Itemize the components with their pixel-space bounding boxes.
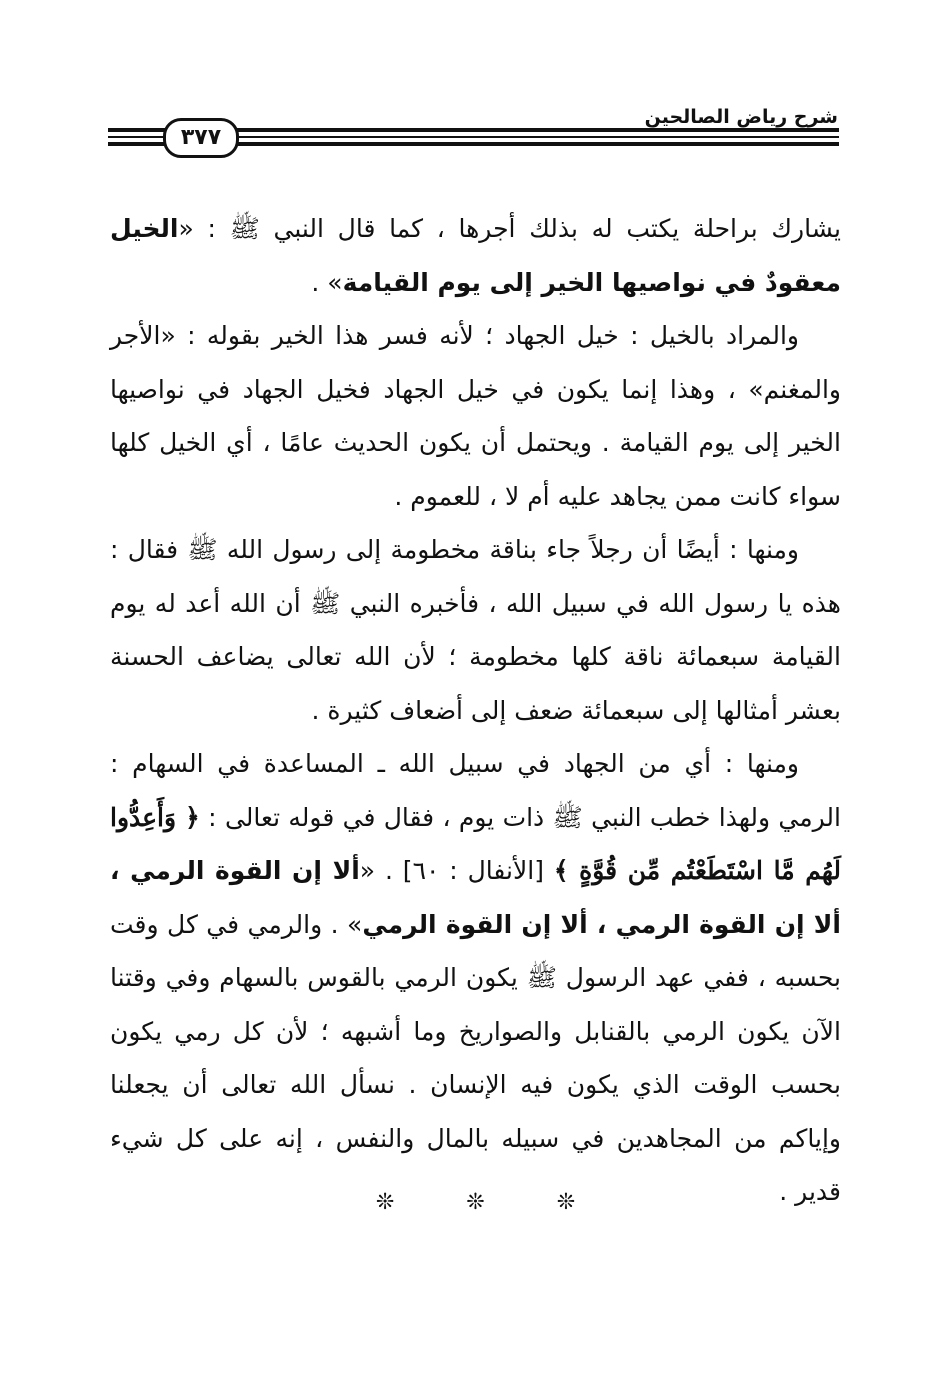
paragraph-text: والمراد بالخيل : خيل الجهاد ؛ لأنه فسر هذا الخير بقوله : «الأجر والمغنم» ، وهذا إنما يكون في خيل الجهاد فخيل الجهاد في نواصيها الخير إلى يوم القيامة . ويحتمل أن يكون الحديث عامًا ، أي الخيل كلها سواء كانت ممن يجاهد عليه أم لا ، للعموم . (110, 321, 841, 511)
separator-star-icon: ❊ (556, 1190, 576, 1215)
paragraph-text: يشارك براحلة يكتب له بذلك أجرها ، كما قال النبي ﷺ : « (178, 214, 841, 243)
paragraph (110, 309, 841, 523)
section-separator (0, 1190, 951, 1215)
page-body-text (110, 202, 841, 1219)
paragraph-text: ومنها : أي من الجهاد في سبيل الله ـ المساعدة في السهام : الرمي ولهذا خطب النبي ﷺ ذات يوم ، فقال في قوله تعالى : (110, 749, 841, 832)
page-number-badge: ٣٧٧ (163, 118, 239, 158)
running-header-title: شرح رياض الصالحين (644, 106, 838, 128)
quran-verse: ﴿ وَأَعِدُّوا لَهُم مَّا اسْتَطَعْتُم مِّن قُوَّةٍ ﴾ (110, 802, 842, 885)
paragraph (110, 523, 841, 737)
paragraph (110, 737, 841, 1219)
separator-star-icon: ❊ (466, 1190, 485, 1215)
paragraph-text: [الأنفال : ٦٠] . « (359, 856, 554, 885)
hadith-quote: ألا إن القوة الرمي ، ألا إن القوة الرمي ، ألا إن القوة الرمي (110, 856, 841, 939)
paragraph-text: » . والرمي في كل وقت بحسبه ، ففي عهد الرسول ﷺ يكون الرمي بالقوس بالسهام وفي وقتنا الآن يكون الرمي بالقنابل والصواريخ وما أشبهه ؛ لأن كل رمي يكون بحسب الوقت الذي يكون فيه الإنسان . نسأل الله تعالى أن يجعلنا وإياكم من المجاهدين في سبيله بالمال والنفس ، إنه على كل شيء قدير . (110, 909, 841, 1206)
separator-star-icon: ❊ (375, 1190, 395, 1215)
paragraph-text: ومنها : أيضًا أن رجلاً جاء بناقة مخطومة إلى رسول الله ﷺ فقال : هذه يا رسول الله في سبيل الله ، فأخبره النبي ﷺ أن الله أعد له يوم القيامة سبعمائة ناقة كلها مخطومة ؛ لأن الله تعالى يضاعف الحسنة بعشر أمثالها إلى سبعمائة ضعف إلى أضعاف كثيرة . (110, 535, 841, 725)
paragraph-text: » . (311, 267, 343, 297)
hadith-quote: الخيل معقودٌ في نواصيها الخير إلى يوم القيامة (110, 214, 841, 297)
paragraph (110, 202, 841, 309)
